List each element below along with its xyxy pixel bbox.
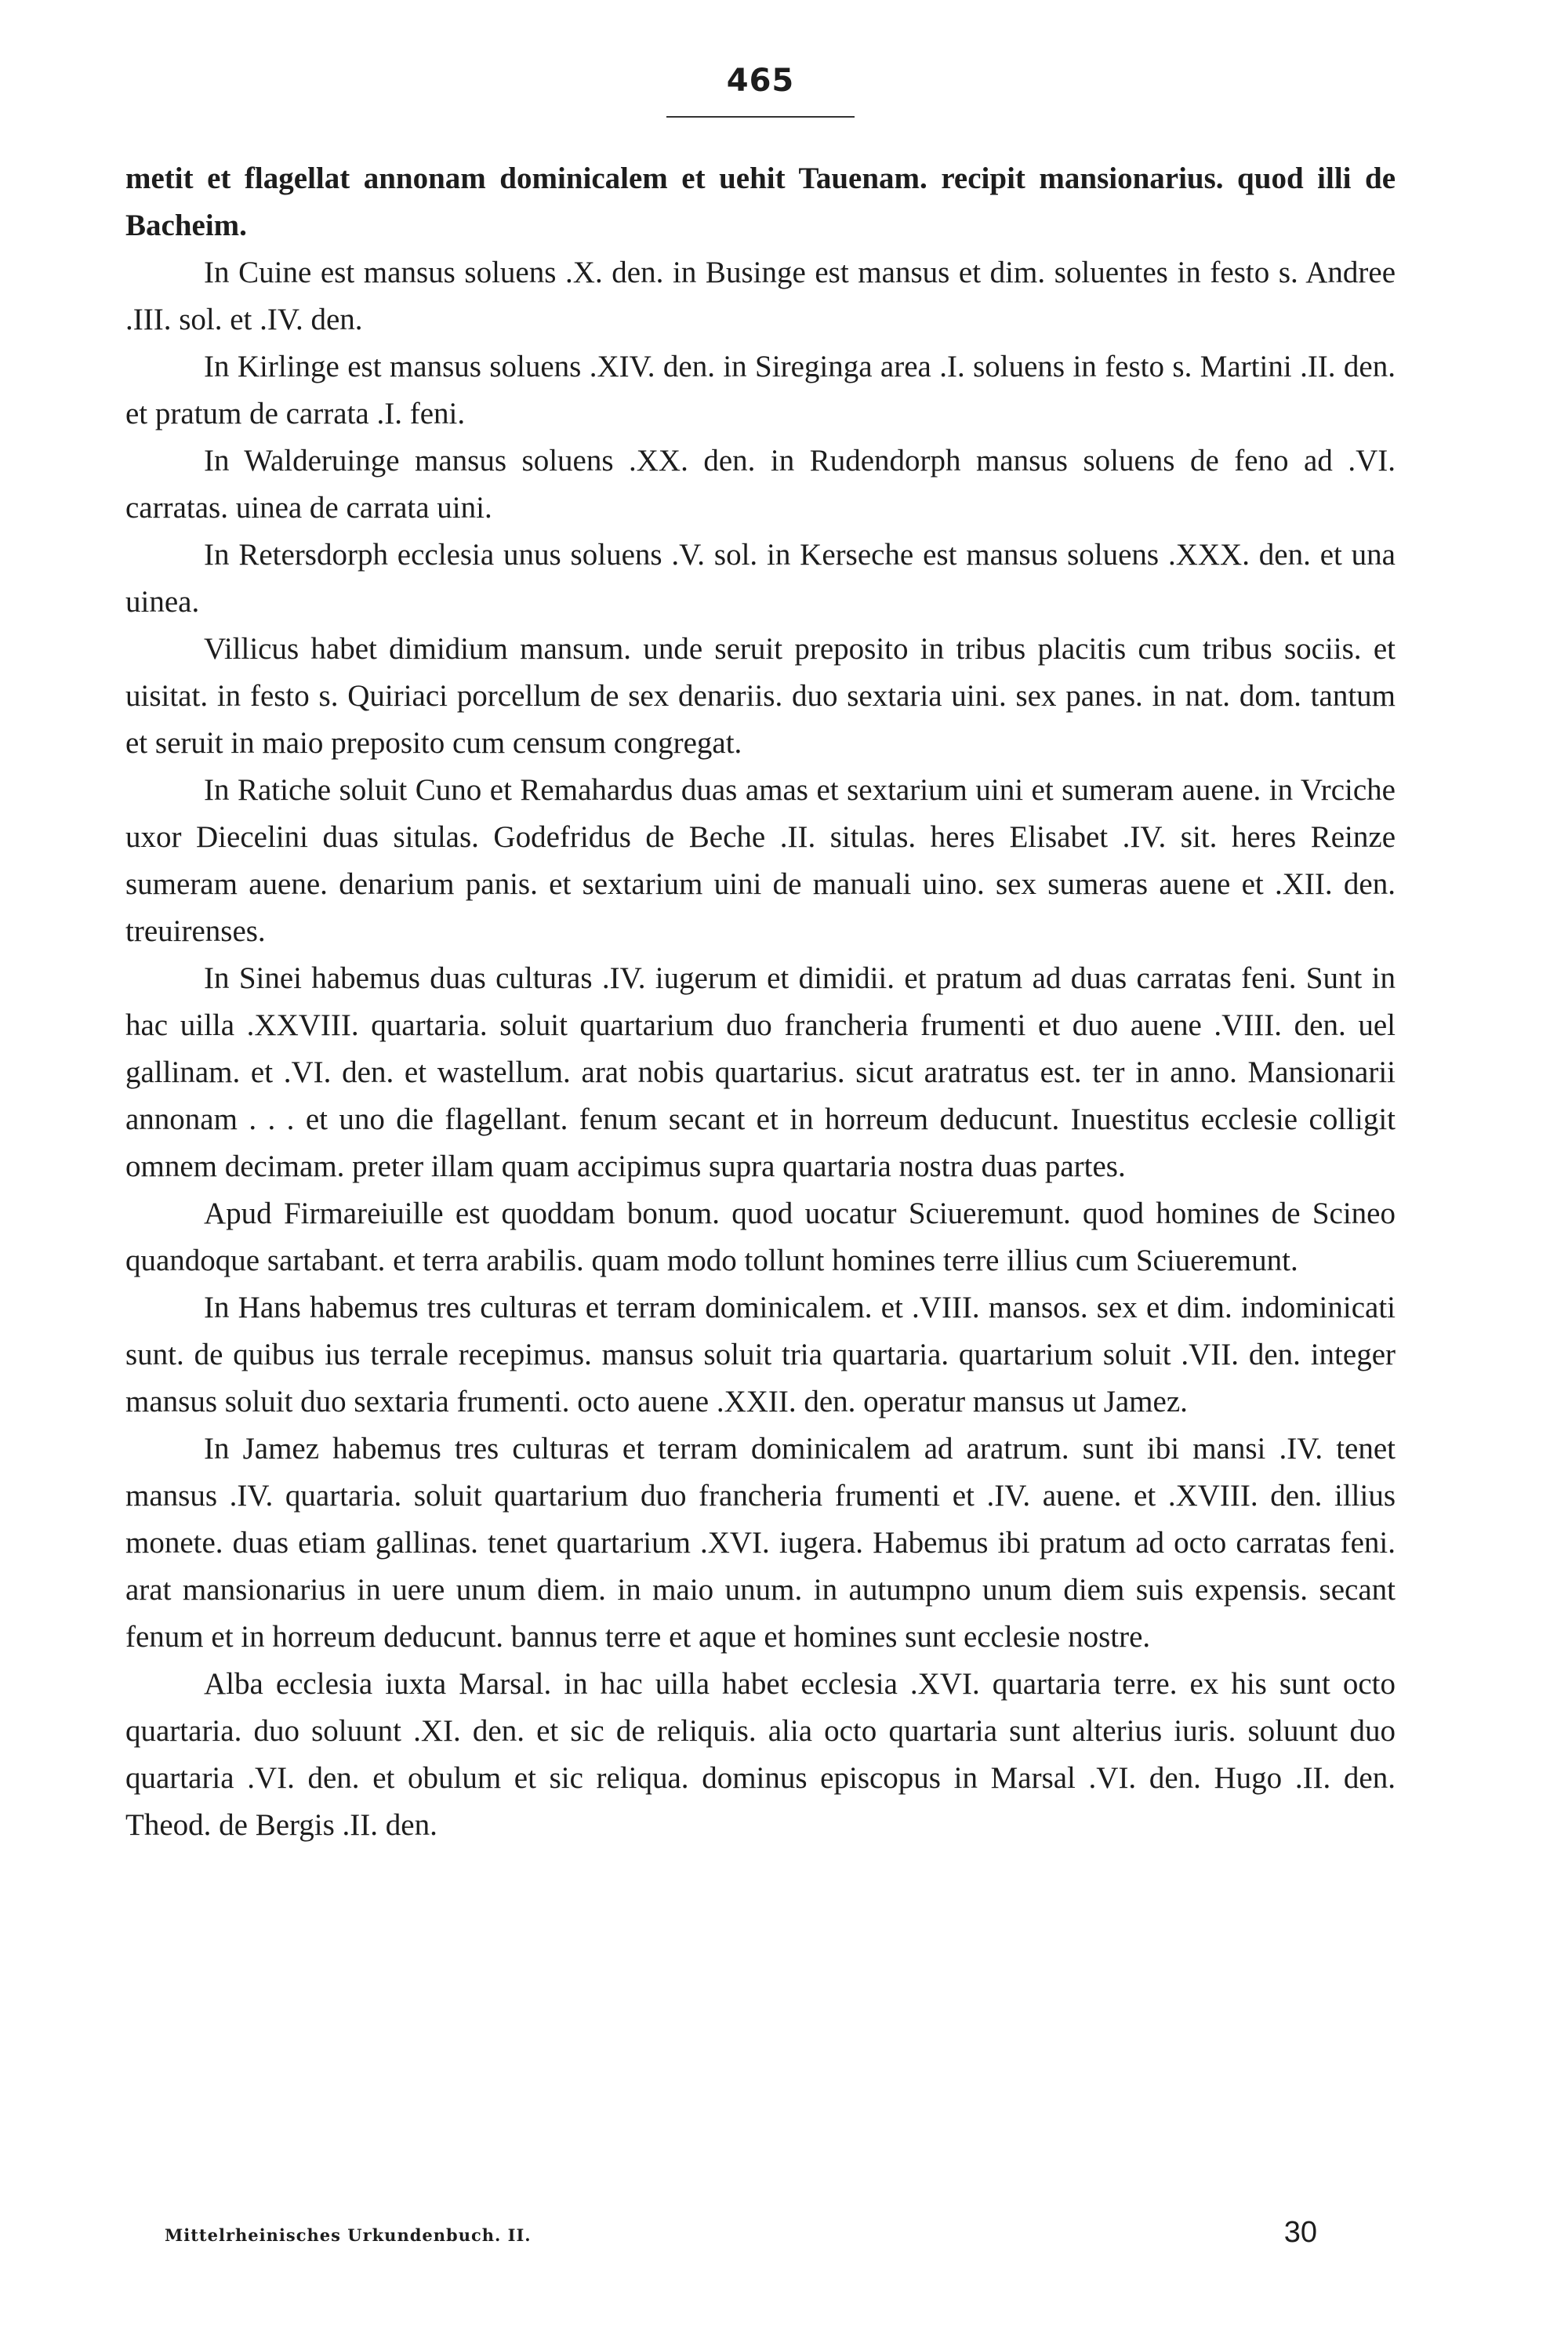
document-page (125, 0, 1396, 2350)
footer-signature: 30 (1283, 2216, 1317, 2249)
paragraph-firmareiuille: Apud Firmareiuille est quoddam bonum. quod uocatur Sciueremunt. quod homines de Scineo quandoque sartabant. et terra arabilis. quam modo tollunt homines terre illius cum Sciueremunt. (125, 1197, 1396, 1277)
paragraph-ratiche: In Ratiche soluit Cuno et Remahardus duas amas et sextarium uini et sumeram auene. in Vrciche uxor Diecelini duas situlas. Godefridus de Beche .II. situlas. heres Elisabet .IV. sit. heres Reinze sumeram auene. denarium panis. et sextarium uini de manuali uino. sex sumeras auene et .XII. den. treuirenses. (125, 773, 1396, 948)
paragraph-sinei: In Sinei habemus duas culturas .IV. iugerum et dimidii. et pratum ad duas carratas feni. Sunt in hac uilla .XXVIII. quartaria. soluit quartarium duo francheria frumenti et duo auene .VIII. den. uel gallinam. et .VI. den. et wastellum. arat nobis quartarius. sicut aratratus est. ter in anno. Mansionarii annonam . . . et uno die flagellant. fenum secant et in horreum deducunt. Inuestitus ecclesie colligit omnem decimam. preter illam quam accipimus supra quartaria nostra duas partes. (125, 961, 1396, 1183)
paragraph-walderuinge: In Walderuinge mansus soluens .XX. den. in Rudendorph mansus soluens de feno ad .VI. carratas. uinea de carrata uini. (125, 444, 1396, 525)
paragraph-continuation: metit et flagellat annonam dominicalem et uehit Tauenam. recipit mansionarius. quod illi de Bacheim. (125, 162, 1396, 242)
paragraph-cuine: In Cuine est mansus soluens .X. den. in Businge est mansus et dim. soluentes in festo s. Andree .III. sol. et .IV. den. (125, 256, 1396, 336)
paragraph-retersdorph: In Retersdorph ecclesia unus soluens .V. sol. in Kerseche est mansus soluens .XXX. den. et una uinea. (125, 538, 1396, 619)
paragraph-jamez: In Jamez habemus tres culturas et terram dominicalem ad aratrum. sunt ibi mansi .IV. tenet mansus .IV. quartaria. soluit quartarium duo francheria frumenti et .IV. auene. et .XVIII. den. illius monete. duas etiam gallinas. tenet quartarium .XVI. iugera. Habemus ibi pratum ad octo carratas feni. arat mansionarius in uere unum diem. in maio unum. in autumpno unum diem suis expensis. secant fenum et in horreum deducunt. bannus terre et aque et homines sunt ecclesie nostre. (125, 1432, 1396, 1654)
body-text (125, 155, 1396, 1849)
page-number: 465 (726, 63, 795, 99)
paragraph-alba-ecclesia: Alba ecclesia iuxta Marsal. in hac uilla habet ecclesia .XVI. quartaria terre. ex his sunt octo quartaria. duo soluunt .XI. den. et sic de reliquis. alia octo quartaria sunt alterius iuris. soluunt duo quartaria .VI. den. et obulum et sic reliqua. dominus episcopus in Marsal .VI. den. Hugo .II. den. Theod. de Bergis .II. den. (125, 1667, 1396, 1842)
paragraph-kirlinge: In Kirlinge est mansus soluens .XIV. den. in Sireginga area .I. soluens in festo s. Martini .II. den. et pratum de carrata .I. feni. (125, 350, 1396, 430)
page-footer (125, 2216, 1396, 2255)
paragraph-hans: In Hans habemus tres culturas et terram dominicalem. et .VIII. mansos. sex et dim. indominicati sunt. de quibus ius terrale recepimus. mansus soluit tria quartaria. quartarium soluit .VII. den. integer mansus soluit duo sextaria frumenti. octo auene .XXII. den. operatur mansus ut Jamez. (125, 1291, 1396, 1418)
header-rule (666, 116, 855, 118)
paragraph-villicus: Villicus habet dimidium mansum. unde seruit preposito in tribus placitis cum tribus sociis. et uisitat. in festo s. Quiriaci porcellum de sex denariis. duo sextaria uini. sex panes. in nat. dom. tantum et seruit in maio preposito cum censum congregat. (125, 632, 1396, 760)
footer-book-title: Mittelrheinisches Urkundenbuch. II. (165, 2225, 532, 2245)
